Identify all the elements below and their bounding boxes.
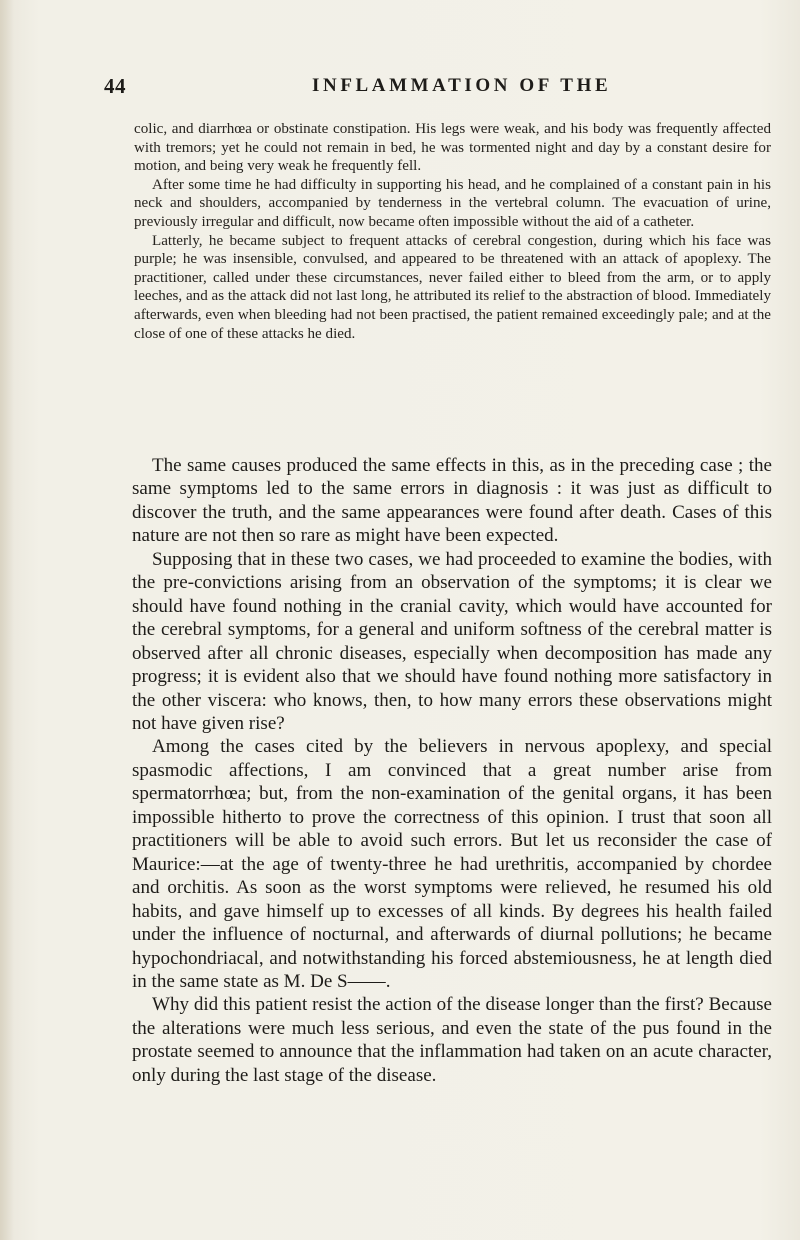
- paragraph: Supposing that in these two cases, we had proceeded to examine the bodies, with the pre-convictions arising from an observation of the symptoms; it is clear we should have found nothing in the cranial cavity, which would have accounted for the cerebral symptoms, for a general and uniform softness of the cerebral matter is observed after all chronic diseases, especially when decomposition has made any progress; it is evident also that we should have found nothing more satisfactory in the other viscera: who knows, then, to how many errors these observations might not have given rise?: [132, 548, 772, 734]
- paragraph: The same causes produced the same effects in this, as in the preceding case ; the same symptoms led to the same errors in diagnosis : it was just as difficult to discover the truth, and the same appearances were found after death. Cases of this nature are not then so rare as might have been expected.: [132, 455, 772, 547]
- paragraph: Latterly, he became subject to frequent attacks of cerebral congestion, during which his face was purple; he was insensible, convulsed, and appeared to be threatened with an attack of apoplexy. The practitioner, called under these circumstances, never failed either to bleed from the arm, or to apply leeches, and as the attack did not last long, he attributed its relief to the abstraction of blood. Immediately afterwards, even when bleeding had not been practised, the patient remained exceedingly pale; and at the close of one of these attacks he died.: [134, 232, 771, 342]
- paragraph: Among the cases cited by the believers in nervous apoplexy, and special spasmodic affections, I am convinced that a great number arise from spermatorrhœa; but, from the non-examination of the genital organs, it has been impossible hitherto to prove the correctness of this opinion. I trust that soon all practitioners will be able to avoid such errors. But let us reconsider the case of Maurice:—at the age of twenty-three he had urethritis, accompanied by chordee and orchitis. As soon as the worst symptoms were relieved, he resumed his old habits, and gave himself up to excesses of all kinds. By degrees his health failed under the influence of nocturnal, and afterwards of diurnal pollutions; he became hypochondriacal, and notwithstanding his forced abstemiousness, he at length died in the same state as M. De S——.: [132, 736, 772, 992]
- paragraph: Why did this patient resist the action of the disease longer than the first? Because the alterations were much less serious, and even the state of the pus found in the prostate seemed to announce that the inflammation had taken on an acute character, only during the last stage of the disease.: [132, 994, 772, 1086]
- running-head: INFLAMMATION OF THE: [312, 75, 612, 96]
- paragraph: colic, and diarrhœa or obstinate constipation. His legs were weak, and his body was frequently affected with tremors; yet he could not remain in bed, he was tormented night and day by a constant desire for motion, and being very weak he frequently fell.: [134, 121, 771, 175]
- page-header: [104, 74, 800, 98]
- paragraph: After some time he had difficulty in supporting his head, and he complained of a constant pain in his neck and shoulders, accompanied by tenderness in the vertebral column. The evacuation of urine, previously irregular and difficult, now became often impossible without the aid of a catheter.: [134, 176, 771, 230]
- large-type-text-block: [132, 454, 772, 1087]
- page-binding-shadow: [0, 0, 14, 1240]
- small-type-text-block: [134, 120, 771, 343]
- page-number: 44: [104, 74, 126, 98]
